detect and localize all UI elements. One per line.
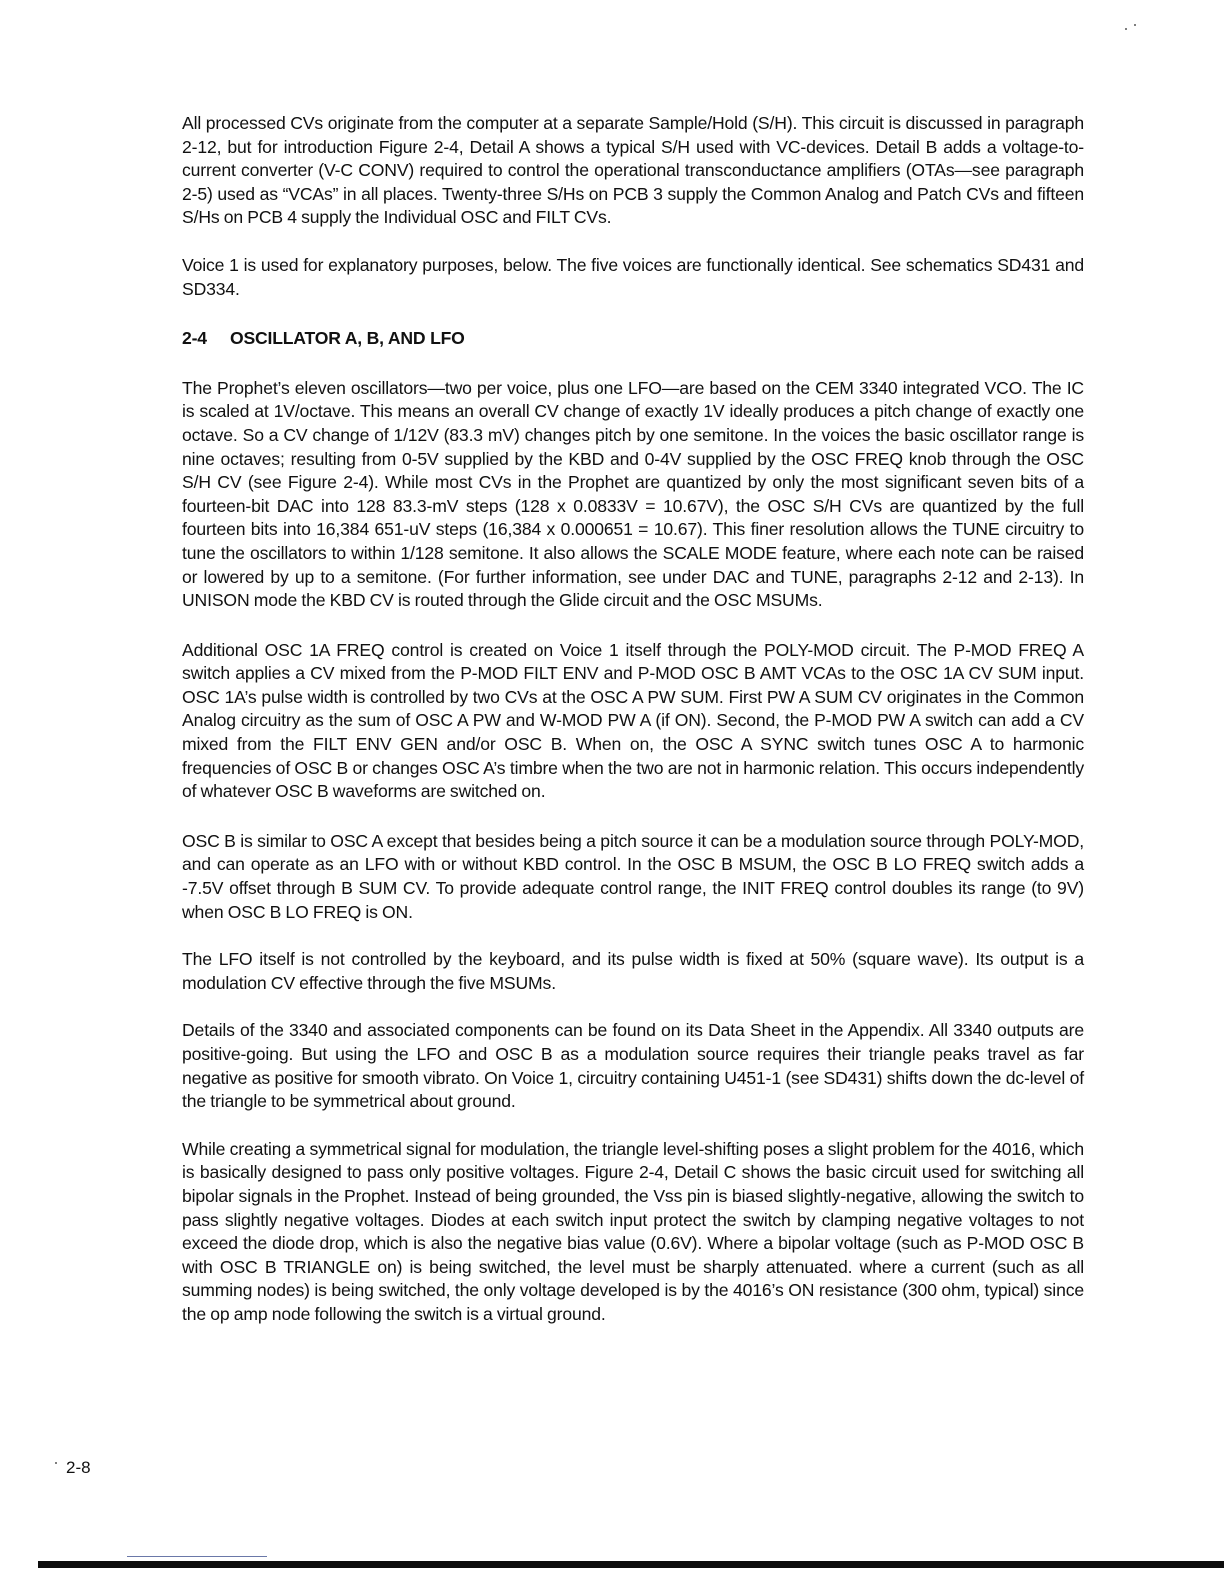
- paragraph-processed-cvs: All processed CVs originate from the computer at a separate Sample/Hold (S/H). This circuit is discussed in paragraph 2-12, but for introduction Figure 2-4, Detail A shows a typical S/H used with VC-devices. Detail B adds a voltage-to-current converter (V-C CONV) required to control the operational transconductance amplifiers (OTAs—see paragraph 2-5) used as “VCAs” in all places. Twenty-three S/Hs on PCB 3 supply the Common Analog and Patch CVs and fifteen S/Hs on PCB 4 supply the Individual OSC and FILT CVs.: [182, 113, 1084, 228]
- document-body: [182, 112, 1084, 1327]
- section-title: OSCILLATOR A, B, AND LFO: [230, 328, 465, 349]
- paragraph-osc-1a-freq: Additional OSC 1A FREQ control is created on Voice 1 itself through the POLY-MOD circuit. The P-MOD FREQ A switch applies a CV mixed from the P-MOD FILT ENV and P-MOD OSC B AMT VCAs to the OSC 1A CV SUM input. OSC 1A’s pulse width is controlled by two CVs at the OSC A PW SUM. First PW A SUM CV originates in the Common Analog circuitry as the sum of OSC A PW and W-MOD PW A (if ON). Second, the P-MOD PW A switch can add a CV mixed from the FILT ENV GEN and/or OSC B. When on, the OSC A SYNC switch tunes OSC A to harmonic frequencies of OSC B or changes OSC A’s timbre when the two are not in harmonic relation. This occurs independently of whatever OSC B waveforms are switched on.: [182, 639, 1084, 802]
- paragraph-lfo: The LFO itself is not controlled by the keyboard, and its pulse width is fixed at 50% (square wave). Its output is a modulation CV effective through the five MSUMs.: [182, 949, 1084, 993]
- paragraph-oscillators: The Prophet’s eleven oscillators—two per voice, plus one LFO—are based on the CEM 3340 integrated VCO. The IC is scaled at 1V/octave. This means an overall CV change of exactly 1V ideally produces a pitch change of exactly one octave. So a CV change of 1/12V (83.3 mV) changes pitch by one semitone. In the voices the basic oscillator range is nine octaves; resulting from 0-5V supplied by the KBD and 0-4V supplied by the OSC FREQ knob through the OSC S/H CV (see Figure 2-4). While most CVs in the Prophet are quantized by only the most significant seven bits of a fourteen-bit DAC into 128 83.3-mV steps (128 x 0.0833V = 10.67V), the OSC S/H CVs are quantized by the full fourteen bits into 16,384 651-uV steps (16,384 x 0.000651 = 10.67). This finer resolution allows the TUNE circuitry to tune the oscillators to within 1/128 semitone. It also allows the SCALE MODE feature, where each note can be raised or lowered by up to a semitone. (For further information, see under DAC and TUNE, paragraphs 2-12 and 2-13). In UNISON mode the KBD CV is routed through the Glide circuit and the OSC MSUMs.: [182, 377, 1084, 611]
- bottom-thin-rule: [127, 1556, 267, 1557]
- paragraph-voice-1: Voice 1 is used for explanatory purposes, below. The five voices are functionally identical. See schematics SD431 and SD334.: [182, 254, 1084, 299]
- paragraph-3340-details: Details of the 3340 and associated components can be found on its Data Sheet in the Appendix. All 3340 outputs are positive-going. But using the LFO and OSC B as a modulation source requires their triangle peaks travel as far negative as positive for smooth vibrato. On Voice 1, circuitry containing U451-1 (see SD431) shifts down the dc-level of the triangle to be symmetrical about ground.: [182, 1020, 1084, 1112]
- section-heading: [182, 327, 1084, 351]
- paragraph-4016-switching: While creating a symmetrical signal for modulation, the triangle level-shifting poses a slight problem for the 4016, which is basically designed to pass only positive voltages. Figure 2-4, Detail C shows the basic circuit used for switching all bipolar signals in the Prophet. Instead of being grounded, the Vss pin is biased slightly-negative, allowing the switch to pass slightly negative voltages. Diodes at each switch input protect the switch by clamping negative voltages to not exceed the diode drop, which is also the negative bias value (0.6V). Where a bipolar voltage (such as P-MOD OSC B with OSC B TRIANGLE on) is being switched, the level must be sharply attenuated. where a current (such as all summing nodes) is being switched, the only voltage developed is by the 4016’s ON resistance (300 ohm, typical) since the op amp node following the switch is a virtual ground.: [182, 1138, 1084, 1324]
- section-number: 2-4: [182, 328, 207, 349]
- scan-speck: [55, 1462, 57, 1464]
- bottom-rule: [38, 1561, 1224, 1568]
- scan-speck: [1134, 24, 1136, 26]
- page-number: 2-8: [66, 1458, 91, 1477]
- scan-speck: [1125, 28, 1127, 30]
- paragraph-osc-b: OSC B is similar to OSC A except that besides being a pitch source it can be a modulation source through POLY-MOD, and can operate as an LFO with or without KBD control. In the OSC B MSUM, the OSC B LO FREQ switch adds a -7.5V offset through B SUM CV. To provide adequate control range, the INIT FREQ control doubles its range (to 9V) when OSC B LO FREQ is ON.: [182, 830, 1084, 922]
